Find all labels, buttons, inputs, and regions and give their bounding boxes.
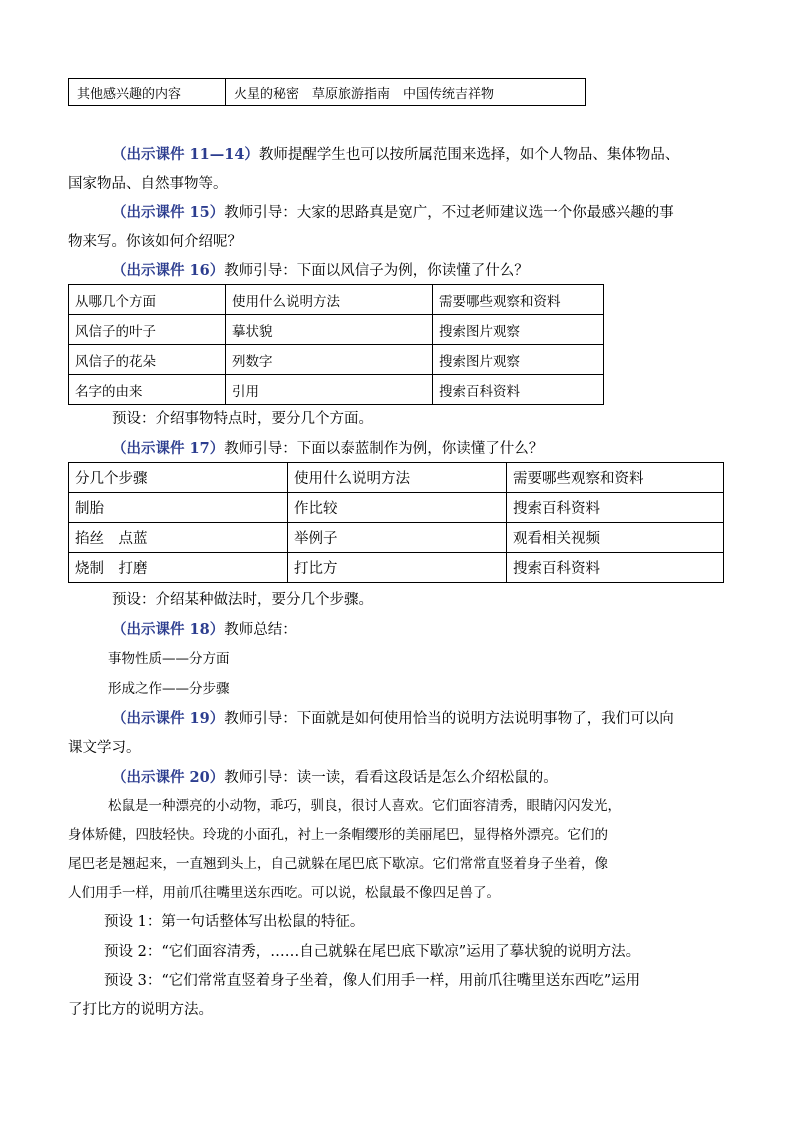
table-cell: 摹状貌 xyxy=(226,315,433,345)
table-cell: 打比方 xyxy=(288,553,507,583)
paragraph-text: 物来写。你该如何介绍呢？ xyxy=(68,234,242,250)
table-header-cell: 使用什么说明方法 xyxy=(226,285,433,315)
paragraph-text: 教师总结： xyxy=(224,622,297,638)
cloisonne-table xyxy=(68,462,724,583)
paragraph-courseware-20 xyxy=(68,763,728,793)
table-row xyxy=(69,79,586,106)
paragraph-text: 国家物品、自然事物等。 xyxy=(68,176,228,192)
table-cell: 其他感兴趣的内容 xyxy=(69,79,226,106)
paragraph-text: 教师提醒学生也可以按所属范围来选择，如个人物品、集体物品、 xyxy=(258,147,680,163)
table-cell: 名字的由来 xyxy=(69,375,226,405)
paragraph-preset-2 xyxy=(68,938,728,967)
summary-line-1: 事物性质——分方面 xyxy=(108,651,230,667)
table-header-cell: 从哪几个方面 xyxy=(69,285,226,315)
paragraph-text: 预设 1：第一句话整体写出松鼠的特征。 xyxy=(104,914,365,930)
courseware-tag: （出示课件 15） xyxy=(112,204,225,221)
table-cell: 制胎 xyxy=(69,493,288,523)
hyacinth-table xyxy=(68,284,604,405)
paragraph-text: 教师引导：下面以泰蓝制作为例，你读懂了什么？ xyxy=(224,441,544,457)
paragraph-preset-steps xyxy=(68,586,728,615)
table-header-cell: 需要哪些观察和资料 xyxy=(433,285,604,315)
table-cell: 观看相关视频 xyxy=(507,523,724,553)
table-header-cell: 使用什么说明方法 xyxy=(288,463,507,493)
paragraph-text: 教师引导：下面就是如何使用恰当的说明方法说明事物了，我们可以向 xyxy=(224,711,674,727)
table-row xyxy=(69,553,724,583)
paragraph-courseware-16 xyxy=(68,256,728,286)
table-cell: 作比较 xyxy=(288,493,507,523)
paragraph-courseware-19 xyxy=(68,704,728,763)
paragraph-courseware-18 xyxy=(68,615,728,645)
courseware-tag: （出示课件 17） xyxy=(112,440,225,457)
table-cell: 搜索百科资料 xyxy=(433,375,604,405)
table-cell: 搜索图片观察 xyxy=(433,315,604,345)
paragraph-courseware-15 xyxy=(68,198,728,257)
table-cell: 引用 xyxy=(226,375,433,405)
paragraph-preset-1 xyxy=(68,908,728,937)
table-cell: 搜索图片观察 xyxy=(433,345,604,375)
table-cell: 列数字 xyxy=(226,345,433,375)
summary-line-2: 形成之作——分步骤 xyxy=(108,681,230,697)
table-cell: 火星的秘密 草原旅游指南 中国传统吉祥物 xyxy=(226,79,586,106)
table-cell: 烧制 打磨 xyxy=(69,553,288,583)
table-cell: 风信子的叶子 xyxy=(69,315,226,345)
squirrel-quote xyxy=(68,792,728,908)
paragraph-courseware-11-14 xyxy=(68,140,728,199)
courseware-tag: （出示课件 18） xyxy=(112,621,225,638)
table-cell: 掐丝 点蓝 xyxy=(69,523,288,553)
courseware-tag: （出示课件 19） xyxy=(112,710,225,727)
paragraph-text: 教师引导：大家的思路真是宽广，不过老师建议选一个你最感兴趣的事 xyxy=(224,205,674,221)
table-cell: 搜索百科资料 xyxy=(507,493,724,523)
table-row xyxy=(69,345,604,375)
table-cell: 搜索百科资料 xyxy=(507,553,724,583)
table-row xyxy=(69,523,724,553)
paragraph-text: 预设 3：“它们常常直竖着身子坐着，像人们用手一样，用前爪往嘴里送东西吃”运用 xyxy=(104,973,641,989)
quote-line: 尾巴老是翘起来，一直翘到头上，自己就躲在尾巴底下歇凉。它们常常直竖着身子坐着，像 xyxy=(68,856,608,872)
courseware-tag: （出示课件 16） xyxy=(112,262,225,279)
quote-line: 身体矫健，四肢轻快。玲珑的小面孔，衬上一条帽缨形的美丽尾巴，显得格外漂亮。它们的 xyxy=(68,827,608,843)
quote-line: 松鼠是一种漂亮的小动物，乖巧，驯良，很讨人喜欢。它们面容清秀，眼睛闪闪发光， xyxy=(108,798,621,814)
paragraph-preset-aspects xyxy=(68,405,728,434)
table-header-row xyxy=(69,285,604,315)
paragraph-text: 预设 2：“它们面容清秀，……自己就躲在尾巴底下歇凉”运用了摹状貌的说明方法。 xyxy=(104,944,641,960)
paragraph-text: 预设：介绍事物特点时，要分几个方面。 xyxy=(112,411,373,427)
paragraph-text: 预设：介绍某种做法时，要分几个步骤。 xyxy=(112,592,373,608)
courseware-tag: （出示课件 20） xyxy=(112,769,225,786)
paragraph-text: 教师引导：下面以风信子为例，你读懂了什么？ xyxy=(224,263,529,279)
table-header-cell: 需要哪些观察和资料 xyxy=(507,463,724,493)
paragraph-text: 了打比方的说明方法。 xyxy=(68,1002,213,1018)
paragraph-text: 课文学习。 xyxy=(68,740,141,756)
courseware-tag: （出示课件 11—14） xyxy=(112,146,259,163)
paragraph-text: 教师引导：读一读，看看这段话是怎么介绍松鼠的。 xyxy=(224,770,558,786)
table-cell: 风信子的花朵 xyxy=(69,345,226,375)
table-cell: 举例子 xyxy=(288,523,507,553)
paragraph-preset-3 xyxy=(68,967,728,1025)
quote-line: 人们用手一样，用前爪往嘴里送东西吃。可以说，松鼠最不像四足兽了。 xyxy=(68,885,500,901)
table-row xyxy=(69,375,604,405)
table-row xyxy=(69,493,724,523)
table-row xyxy=(69,315,604,345)
table-header-cell: 分几个步骤 xyxy=(69,463,288,493)
interest-table xyxy=(68,78,586,106)
table-header-row xyxy=(69,463,724,493)
paragraph-courseware-17 xyxy=(68,434,728,464)
